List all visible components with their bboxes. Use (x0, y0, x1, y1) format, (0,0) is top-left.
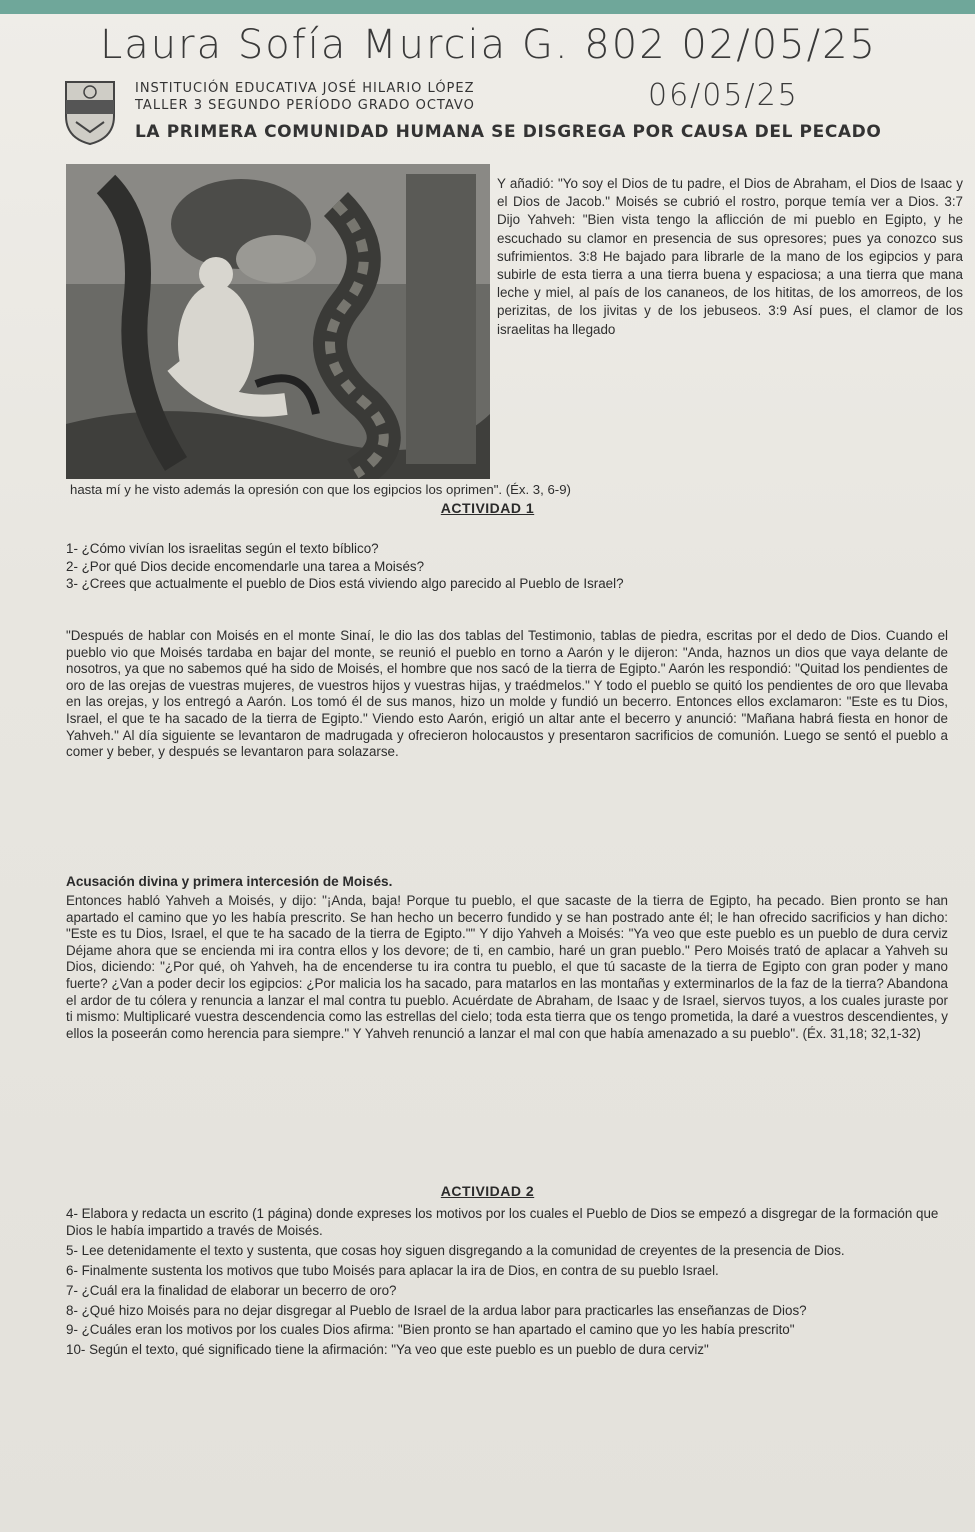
top-color-strip (0, 0, 975, 14)
question-3: 3- ¿Crees que actualmente el pueblo de Dios está viviendo algo parecido al Pueblo de Israel? (66, 576, 624, 591)
activity-2-heading: ACTIVIDAD 2 (440, 1183, 535, 1199)
workshop-subtitle: TALLER 3 SEGUNDO PERÍODO GRADO OCTAVO (135, 98, 475, 113)
page-title: LA PRIMERA COMUNIDAD HUMANA SE DISGREGA POR CAUSA DEL PECADO (135, 122, 882, 142)
bible-passage-side-text: Y añadió: "Yo soy el Dios de tu padre, el Dios de Abraham, el Dios de Isaac y el Dios de Jacob." Moisés se cubrió el rostro, porque temía ver a Dios. 3:7 Dijo Yahveh: "Bien vista tengo la aflicción de mi pueblo en Egipto, y he escuchado su clamor en presencia de sus opresores; pues ya conozco sus sufrimientos. 3:8 He bajado para librarle de la mano de los egipcios y para subirle de esta tierra a una tierra buena y espaciosa; a una tierra que mana leche y miel, al país de los cananeos, de los hititas, de los amorreos, de los perizitas, de los jivitas y de los jebuseos. 3:9 Así pues, el clamor de los israelitas ha llegado (497, 176, 963, 337)
question-8: 8- ¿Qué hizo Moisés para no dejar disgregar al Pueblo de Israel de la ardua labor para practicarles las enseñanzas de Dios? (66, 1302, 807, 1318)
question-9: 9- ¿Cuáles eran los motivos por los cuales Dios afirma: "Bien pronto se han apartado el camino que yo les había prescrito" (66, 1322, 795, 1338)
question-6: 6- Finalmente sustenta los motivos que tubo Moisés para aplacar la ira de Dios, en contra de su pueblo Israel. (66, 1262, 719, 1278)
activity-1-questions (66, 541, 946, 594)
adam-eve-serpent-illustration (66, 164, 490, 479)
school-crest-logo (62, 78, 118, 146)
activity-2-questions (66, 1206, 946, 1362)
institution-name: INSTITUCIÓN EDUCATIVA JOSÉ HILARIO LÓPEZ (135, 81, 475, 96)
exodus-passage-intercession: Entonces habló Yahveh a Moisés, y dijo: "¡Anda, baja! Porque tu pueblo, el que sacaste de la tierra de Egipto, ha pecado. Bien pronto se han apartado el camino que yo les había prescrito. Se han hecho un becerro fundido y se han postrado ante él; le han ofrecido sacrificios y han dicho: "Este es tu Dios, Israel, el que te ha sacado de la tierra de Egipto."" Y dijo Yahveh a Moisés: "Ya veo que este pueblo es un pueblo de dura cerviz Déjame ahora que se encienda mi ira contra ellos y los devore; de ti, en cambio, haré un gran pueblo." Pero Moisés trató de aplacar a Yahveh su Dios, diciendo: "¿Por qué, oh Yahveh, ha de encenderse tu ira contra tu pueblo, el que tú sacaste de la tierra de Egipto con gran poder y mano fuerte? ¿Van a poder decir los egipcios: ¿Por malicia los ha sacado, para matarlos en las montañas y exterminarlos de la faz de la tierra? Abandona el ardor de tu cólera y renuncia a lanzar el mal contra tu pueblo. Acuérdate de Abraham, de Isaac y de Israel, siervos tuyos, a los cuales juraste por ti mismo: Multiplicaré vuestra descendencia como las estrellas del cielo; toda esta tierra que os tengo prometida, la daré a vuestros descendientes, y ellos la poseerán como herencia para siempre." Y Yahveh renunció a lanzar el mal con que había amenazado a su pueblo". (Éx. 31,18; 32,1-32) (66, 893, 949, 1041)
section-subheading: Acusación divina y primera intercesión de Moisés. (66, 874, 393, 889)
question-2: 2- ¿Por qué Dios decide encomendarle una tarea a Moisés? (66, 558, 425, 574)
question-7: 7- ¿Cuál era la finalidad de elaborar un becerro de oro? (66, 1282, 397, 1298)
question-1: 1- ¿Cómo vivían los israelitas según el texto bíblico? (66, 541, 379, 556)
question-10: 10- Según el texto, qué significado tiene la afirmación: "Ya veo que este pueblo es un pueblo de dura cerviz" (66, 1342, 709, 1358)
question-5: 5- Lee detenidamente el texto y sustenta, que cosas hoy siguen disgregando a la comunidad de creyentes de la presencia de Dios. (66, 1242, 845, 1258)
activity-1-heading: ACTIVIDAD 1 (440, 500, 535, 516)
handwritten-second-date: 06/05/25 (648, 78, 799, 113)
question-4: 4- Elabora y redacta un escrito (1 página) donde expreses los motivos por los cuales el Pueblo de Dios se empezó a disgregar de la formación que Dios le había impartido a través de Moisés. (66, 1206, 939, 1238)
bible-passage-continuation: hasta mí y he visto además la opresión con que los egipcios los oprimen". (Éx. 3, 6-9) (70, 482, 571, 497)
exodus-passage-golden-calf: "Después de hablar con Moisés en el monte Sinaí, le dio las dos tablas del Testimonio, tablas de piedra, escritas por el dedo de Dios. Cuando el pueblo vio que Moisés tardaba en bajar del monte, se reunió el pueblo en torno a Aarón y le dijeron: "Anda, haznos un dios que vaya delante de nosotros, ya que no sabemos qué ha sido de Moisés, el hombre que nos sacó de la tierra de Egipto." Aarón les respondió: "Quitad los pendientes de oro de las orejas de vuestras mujeres, de vuestros hijos y vuestras hijas, y traédmelos." Y todo el pueblo se quitó los pendientes de oro que llevaba en las orejas, y los entregó a Aarón. Los tomó él de sus manos, hizo un molde y fundió un becerro. Entonces ellos exclamaron: "Este es tu Dios, Israel, el que te ha sacado de la tierra de Egipto." Viendo esto Aarón, erigió un altar ante el becerro y anunció: "Mañana habrá fiesta en honor de Yahveh." Al día siguiente se levantaron de madrugada y ofrecieron holocaustos y presentaron sacrificios de comunión. Luego se sentó el pueblo a comer y beber, y después se levantaron para solazarse. (66, 628, 948, 760)
handwritten-name-date: Laura Sofía Murcia G. 802 02/05/25 (100, 22, 878, 68)
